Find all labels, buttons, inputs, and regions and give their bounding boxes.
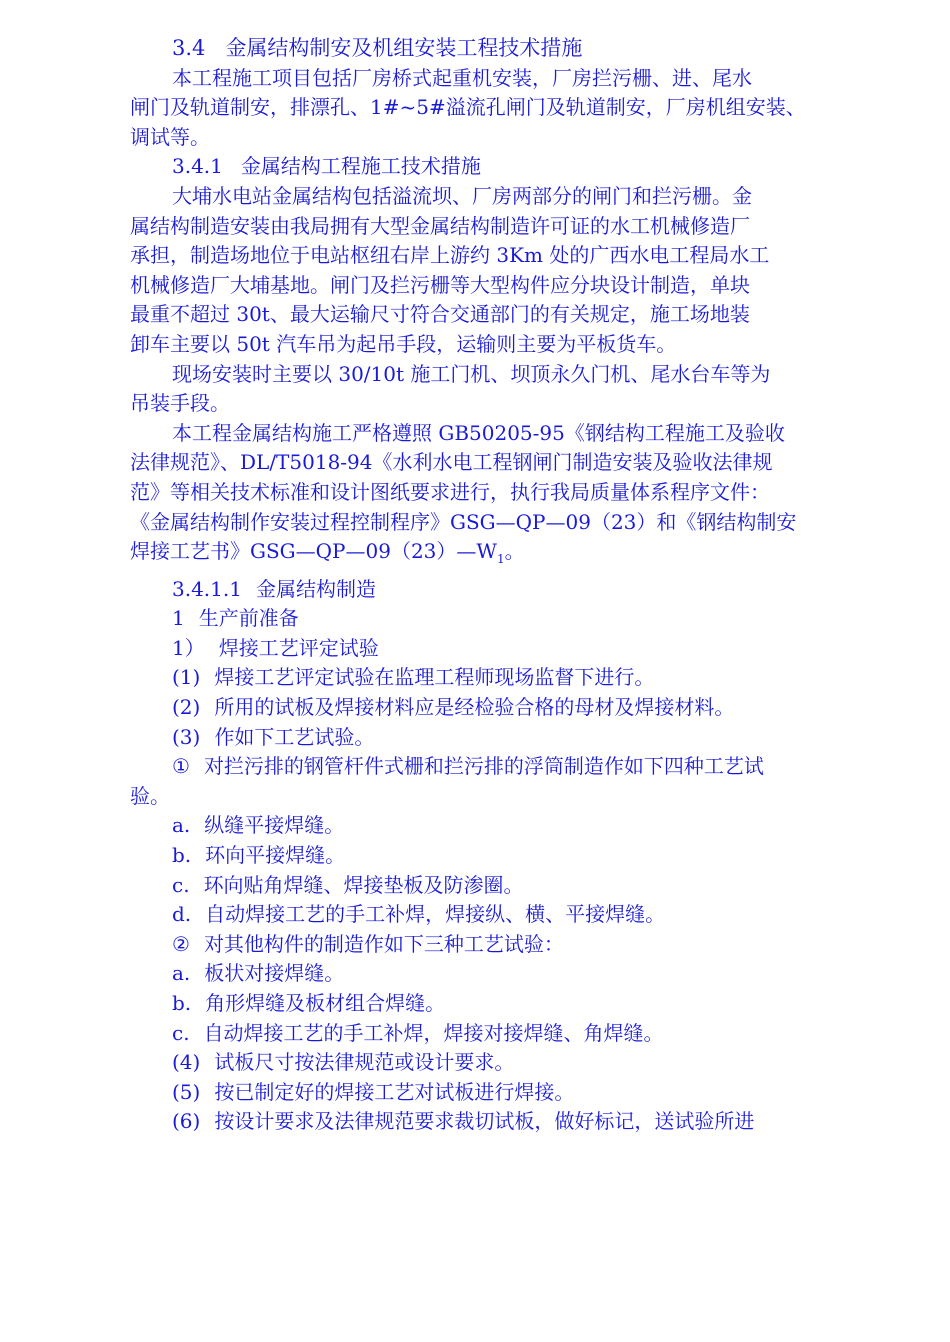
list-text: 自动焊接工艺的手工补焊，焊接对接焊缝、角焊缝。 <box>203 1020 664 1045</box>
paragraph-line: 属结构制造安装由我局拥有大型金属结构制造许可证的水工机械修造厂 <box>130 213 750 238</box>
list-item <box>130 1048 822 1078</box>
list-text: 作如下工艺试验。 <box>214 724 375 749</box>
list-number: (6) <box>172 1109 201 1134</box>
list-number: (1) <box>172 665 201 690</box>
list-item <box>130 575 822 605</box>
paragraph-line: 承担，制造场地位于电站枢纽右岸上游约 3Km 处的广西水电工程局水工 <box>130 243 770 268</box>
list-item <box>130 723 822 753</box>
list-number: (3) <box>172 724 201 749</box>
document-body <box>130 34 822 1137</box>
list-item <box>130 811 822 841</box>
subsection-number: 3.4.1 <box>172 154 223 179</box>
list-text: 生产前准备 <box>198 606 299 631</box>
list-text: 板状对接焊缝。 <box>204 961 345 986</box>
paragraph-intro <box>130 64 822 153</box>
paragraph-line <box>130 537 822 575</box>
list-number: a. <box>172 813 191 838</box>
list-number: c. <box>172 872 190 897</box>
list-number: 1 <box>172 606 185 631</box>
list-item <box>130 930 822 960</box>
section-title: 金属结构制安及机组安装工程技术措施 <box>225 36 583 60</box>
list-item <box>130 841 822 871</box>
list-number: 1） <box>172 635 205 660</box>
paragraph-line: 法律规范》、DL/T5018-94《水利水电工程钢闸门制造安装及验收法律规 <box>130 450 773 475</box>
paragraph-line-tail: 。 <box>504 539 525 564</box>
numbered-list <box>130 575 822 1137</box>
list-item <box>130 1078 822 1108</box>
paragraph-line: 本工程金属结构施工严格遵照 GB50205-95《钢结构工程施工及验收 <box>172 420 785 445</box>
list-text: 焊接工艺评定试验 <box>218 635 379 660</box>
list-item <box>130 663 822 693</box>
list-number: 3.4.1.1 <box>172 576 242 601</box>
list-item <box>130 1107 822 1137</box>
list-text: 角形焊缝及板材组合焊缝。 <box>205 991 446 1015</box>
paragraph-line: 最重不超过 30t、最大运输尺寸符合交通部门的有关规定，施工场地装 <box>130 302 750 327</box>
paragraph-line: 范》等相关技术标准和设计图纸要求进行，执行我局质量体系程序文件： <box>130 479 770 504</box>
list-text: 纵缝平接焊缝。 <box>204 813 345 838</box>
list-number: (5) <box>172 1079 201 1104</box>
subsection-title: 金属结构工程施工技术措施 <box>240 154 481 179</box>
paragraph-line: 调试等。 <box>130 124 210 149</box>
list-number: a. <box>172 961 191 986</box>
list-text: 焊接工艺评定试验在监理工程师现场监督下进行。 <box>214 665 655 690</box>
list-text: 对其他构件的制造作如下三种工艺试验： <box>203 931 564 956</box>
paragraph-line: 机械修造厂大埔基地。闸门及拦污栅等大型构件应分块设计制造，单块 <box>130 272 750 297</box>
list-item <box>130 752 822 782</box>
list-text: 对拦污排的钢管杆件式栅和拦污排的浮筒制造作如下四种工艺试 <box>203 754 764 779</box>
section-number: 3.4 <box>172 36 206 60</box>
paragraph-line: 现场安装时主要以 30/10t 施工门机、坝顶永久门机、尾水台车等为 <box>172 361 771 386</box>
list-text: 按设计要求及法律规范要求裁切试板，做好标记，送试验所进 <box>214 1109 755 1134</box>
list-item <box>130 959 822 989</box>
list-number: d. <box>172 902 192 927</box>
list-number: b. <box>172 991 192 1015</box>
list-number: c. <box>172 1020 190 1045</box>
paragraph-line: 闸门及轨道制安，排漂孔、1#~5#溢流孔闸门及轨道制安，厂房机组安装、 <box>130 95 806 120</box>
list-text: 自动焊接工艺的手工补焊，焊接纵、横、平接焊缝。 <box>205 902 666 927</box>
subscript: 1 <box>496 552 505 567</box>
paragraph-line: 大埔水电站金属结构包括溢流坝、厂房两部分的闸门和拦污栅。金 <box>172 183 752 208</box>
paragraph-body-2 <box>130 360 822 419</box>
list-item <box>130 989 822 1019</box>
list-text: 环向平接焊缝。 <box>205 843 346 868</box>
subsection-heading <box>130 152 822 182</box>
list-item <box>130 634 822 664</box>
paragraph-body-1 <box>130 182 822 360</box>
list-text: 所用的试板及焊接材料应是经检验合格的母材及焊接材料。 <box>214 695 735 720</box>
list-item <box>130 900 822 930</box>
list-text: 环向贴角焊缝、焊接垫板及防渗圈。 <box>203 872 524 897</box>
list-item <box>130 604 822 634</box>
list-item-continuation: 验。 <box>130 783 170 808</box>
list-number: ① <box>172 754 190 779</box>
section-heading <box>130 34 822 64</box>
list-item <box>130 693 822 723</box>
list-text: 金属结构制造 <box>255 576 376 601</box>
list-item <box>130 871 822 901</box>
list-number: ② <box>172 931 190 956</box>
paragraph-line: 卸车主要以 50t 汽车吊为起吊手段，运输则主要为平板货车。 <box>130 331 677 356</box>
list-text: 按已制定好的焊接工艺对试板进行焊接。 <box>214 1079 575 1104</box>
list-item <box>130 1019 822 1049</box>
list-number: (4) <box>172 1050 201 1075</box>
list-number: b. <box>172 843 192 868</box>
list-text: 试板尺寸按法律规范或设计要求。 <box>214 1050 515 1075</box>
paragraph-line: 《金属结构制作安装过程控制程序》GSG—QP—09（23）和《钢结构制安 <box>130 509 797 534</box>
list-number: (2) <box>172 695 201 720</box>
paragraph-body-3 <box>130 419 822 575</box>
paragraph-line-text: 焊接工艺书》GSG—QP—09（23）—W <box>130 539 497 564</box>
paragraph-line: 本工程施工项目包括厂房桥式起重机安装，厂房拦污栅、进、尾水 <box>172 65 752 90</box>
paragraph-line: 吊装手段。 <box>130 391 230 416</box>
